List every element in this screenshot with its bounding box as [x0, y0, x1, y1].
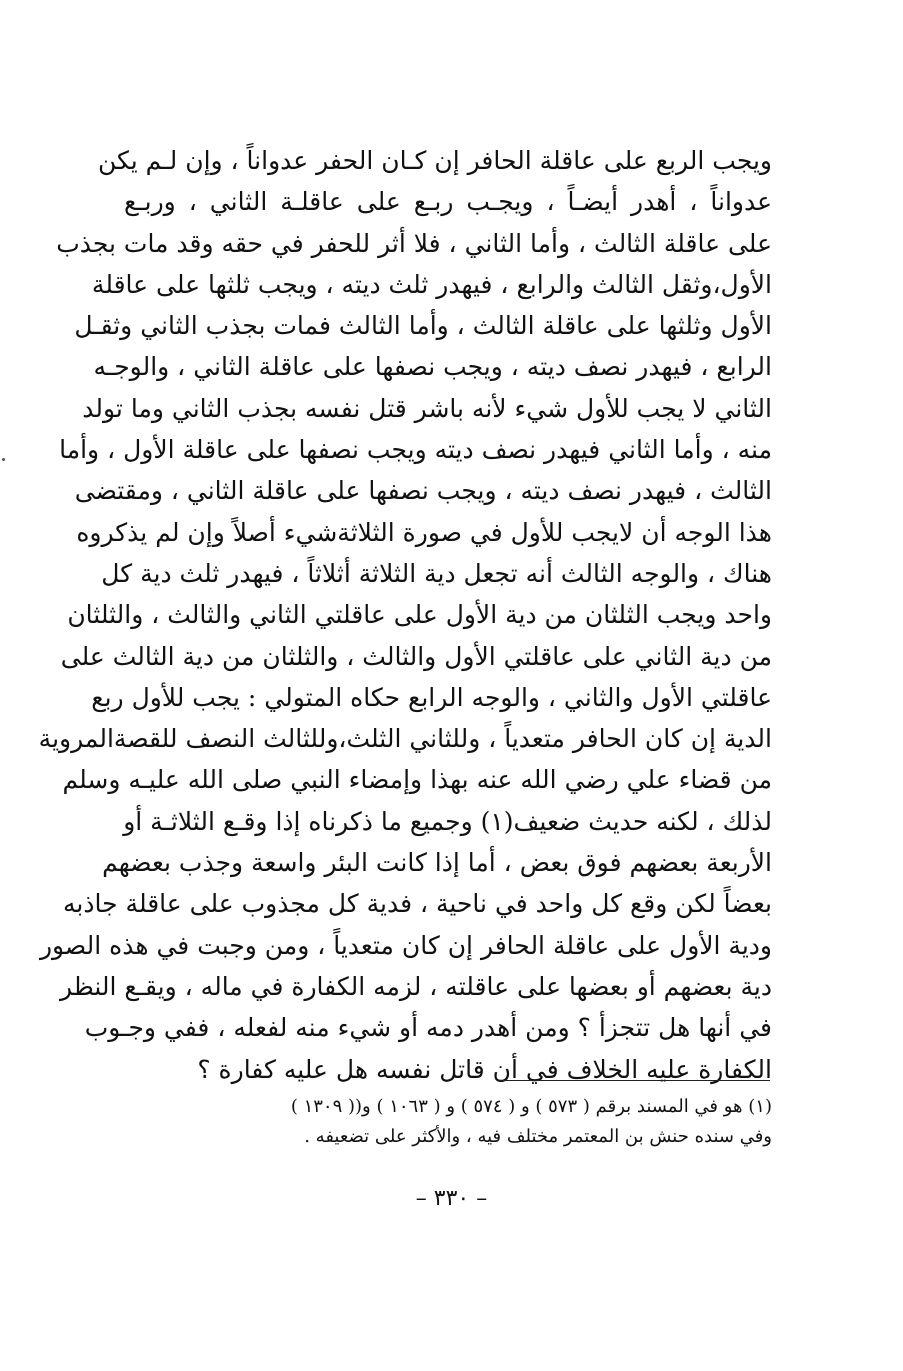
text-line: من دية الثاني على عاقلتي الأول والثالث ، والثلثان من دية الثالث على — [60, 641, 772, 671]
text-line: الثاني لا يجب للأول شيء لأنه باشر قتل نفسه بجذب الثاني وما تولد — [82, 393, 772, 423]
text-line: منه ، وأما الثاني فيهدر نصف ديته ويجب نصفها على عاقلة الأول ، وأما — [59, 435, 772, 465]
footnote-line: (١) هو في المسند برقم ( ٥٧٣ ) و ( ٥٧٤ ) و ( ١٠٦٣ ) و(( ١٣٠٩ ) — [290, 1096, 772, 1117]
text-line: الثالث ، فيهدر نصف ديته ، ويجب نصفها على عاقلة الثاني ، ومقتضى — [74, 476, 772, 506]
text-line: هذا الوجه أن لايجب للأول في صورة الثلاثةشيء أصلاً وإن لم يذكروه — [76, 517, 772, 547]
text-line: ودية الأول على عاقلة الحافر إن كان متعدياً ، ومن وجبت في هذه الصور — [39, 930, 772, 960]
footnote-block — [124, 1092, 772, 1152]
text-line: الرابع ، فيهدر نصف ديته ، ويجب نصفها على عاقلة الثاني ، والوجـه — [93, 352, 772, 382]
text-line: هناك ، والوجه الثالث أنه تجعل دية الثلاثة أثلاثاً ، فيهدر ثلث دية كل — [101, 558, 772, 588]
text-line: الكفارة عليه الخلاف في أن قاتل نفسه هل عليه كفارة ؟ — [197, 1054, 772, 1084]
text-line: الأربعة بعضهم فوق بعض ، أما إذا كانت البئر واسعة وجذب بعضهم — [102, 848, 772, 878]
text-line: دية بعضهم أو بعضها على عاقلته ، لزمه الكفارة في ماله ، ويقـع النظر — [60, 971, 772, 1001]
scan-speck — [2, 458, 5, 461]
text-line: واحد ويجب الثلثان من دية الأول على عاقلتي الثاني والثالث ، والثلثان — [67, 600, 772, 630]
text-line: من قضاء علي رضي الله عنه بهذا وإمضاء النبي صلى الله عليـه وسلم — [62, 765, 772, 795]
text-line: لذلك ، لكنه حديث ضعيف(١) وجميع ما ذكرناه إذا وقـع الثلاثـة أو — [123, 806, 772, 836]
text-line: الأول وثلثها على عاقلة الثالث ، وأما الثالث فمات بجذب الثاني وثقـل — [74, 311, 772, 341]
text-line: الدية إن كان الحافر متعدياً ، وللثاني الثلث،وللثالث النصف للقصةالمروية — [38, 724, 772, 754]
text-line: عدواناً ، أهدر أيضـاً ، ويجـب ربـع على عاقلـة الثاني ، وربـع — [124, 187, 772, 217]
text-line: في أنها هل تتجزأ ؟ ومن أهدر دمه أو شيء منه لفعله ، ففي وجـوب — [84, 1013, 772, 1043]
footnote-separator — [498, 1080, 770, 1081]
text-line: ويجب الربع على عاقلة الحافر إن كـان الحفر عدواناً ، وإن لـم يكن — [97, 146, 772, 175]
text-line: بعضاً لكن وقع كل واحد في ناحية ، فدية كل مجذوب على عاقلة جاذبه — [63, 889, 772, 919]
text-line: على عاقلة الثالث ، وأما الثاني ، فلا أثر للحفر في حقه وقد مات بجذب — [56, 228, 772, 258]
main-text-block — [38, 140, 772, 1090]
footnote-line: وفي سنده حنش بن المعتمر مختلف فيه ، والأكثر على تضعيفه . — [304, 1126, 772, 1147]
text-line: الأول،وثقل الثالث والرابع ، فيهدر ثلث ديته ، ويجب ثلثها على عاقلة — [91, 269, 772, 299]
text-line: عاقلتي الأول والثاني ، والوجه الرابع حكاه المتولي : يجب للأول ربع — [91, 682, 772, 712]
page-number: – ٣٣٠ – — [415, 1186, 488, 1211]
